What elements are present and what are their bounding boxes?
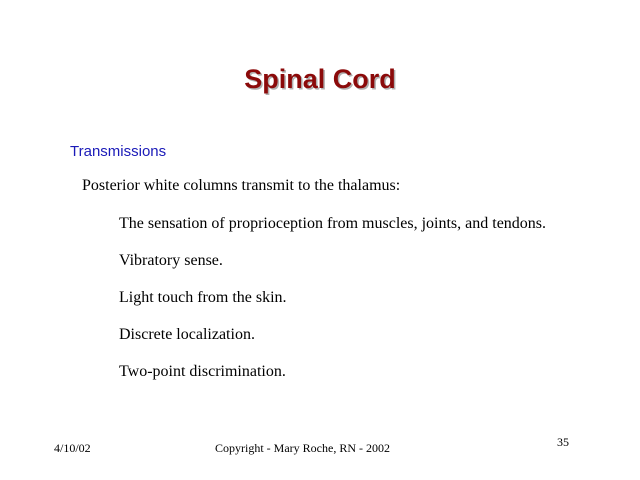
page-number: 35: [557, 435, 569, 449]
sub-point: Light touch from the skin.: [119, 289, 287, 306]
sub-point: Discrete localization.: [119, 326, 255, 343]
section-heading: Transmissions: [70, 143, 167, 160]
footer-copyright: Copyright - Mary Roche, RN - 2002: [215, 441, 390, 455]
sub-point: The sensation of proprioception from muscles, joints, and tendons.: [119, 215, 547, 232]
slide-title: Spinal Cord: [244, 64, 396, 94]
main-point: Posterior white columns transmit to the thalamus:: [82, 177, 401, 194]
sub-point-list: [119, 213, 559, 398]
sub-point: Two-point discrimination.: [119, 363, 286, 380]
sub-point: Vibratory sense.: [119, 252, 223, 269]
footer-date: 4/10/02: [54, 441, 91, 455]
